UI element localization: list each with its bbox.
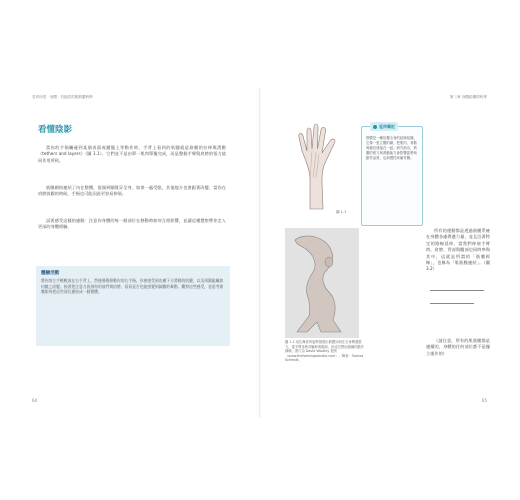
note-box-title: 延伸筆記 [379,123,395,129]
right-paragraph-1: 所有的運動都是透過筋膜系統在身體各處傳遞力量，並且沿著特定的路線延伸。當我們伸展手臂時，肩膀、背部與髖部也同時參與其中，這就是所謂的「筋膜經線」，也稱為「肌筋膜連結」。（圖 3.2） [426,228,490,272]
pin-icon [373,125,377,129]
figure-2-caption: 圖 1.2 這位舞者的姿勢展現出筋膜如何在全身傳遞張力，從手臂延伸到軀幹與腿部，形成完整而連續的動作線條。照片由 David Woolley 提供（www.thefalmingostudio.com）／舞者：Samira Schmidt。 [285,340,365,363]
left-page-number: 64 [32,398,38,403]
hand-photo [292,121,352,211]
note-box [361,123,423,226]
right-paragraph-2: （請注意，所有的肌筋膜都是連續的，身體的任何部位都不是獨立運作的） [426,338,490,356]
activity-box-title: 體驗活動 [41,271,60,276]
right-page-number: 65 [481,398,487,403]
note-box-text: 筋膜是一種包覆全身的結締組織，它像一張立體的網，把肌肉、骨骼與器官連接在一起。研究指出，筋膜的張力與滑動能力會影響姿勢與動作品質，也與慢性疼痛有關。 [366,136,417,160]
underline-mark [430,298,474,304]
dancer-photo [285,228,359,338]
right-running-head: 第三章 身體結構的科學 [449,95,487,99]
left-page [0,88,260,418]
book-gutter [259,88,261,418]
left-running-head: 若有所思 · 身體 · 功能性的肌筋膜科學 [32,95,93,99]
underline-mark [430,285,484,291]
body-paragraph-2: 筋膜網絡連結了內在整體，從頭到腳貫穿全身，如果一處受限，其他地方也會跟著改變。當你在肩膀放鬆的時候，手指也可能因此更容易伸展。 [38,185,226,197]
section-title: 看懂陰影 [38,125,73,135]
body-paragraph-3: 試著感受這樣的連動：注意你身體的每一個部位在移動時如何互相影響，並讓這種覺察帶你走入更深的身體經驗。 [38,218,226,230]
body-paragraph-1: 當你的手指觸碰到某個表面或鍵盤上等動作時，手背上看到的肌腱就是筋膜的拉伸與滑動（tethers and layers）（圖 1.1）。它們並不是由單一肌肉單獨完成，而是整個手臂與肩膀的張力協同作用所致。 [38,145,226,163]
activity-box [36,266,230,346]
activity-box-text: 將你的左手輕輕放在右手背上，然後慢慢移動你的右手指。你會感受到皮膚下方滑動的肌腱，以及周圍組織如何隨之改變。接著把注意力放到你的前臂與肩膀，看看是否也能感覺到細微的牽動。觀察這些感受，並思考筋膜如何把這些部位連結成一個整體。 [41,278,224,295]
note-box-header [370,122,398,131]
figure-1-caption: 圖 1.1 [336,210,347,214]
